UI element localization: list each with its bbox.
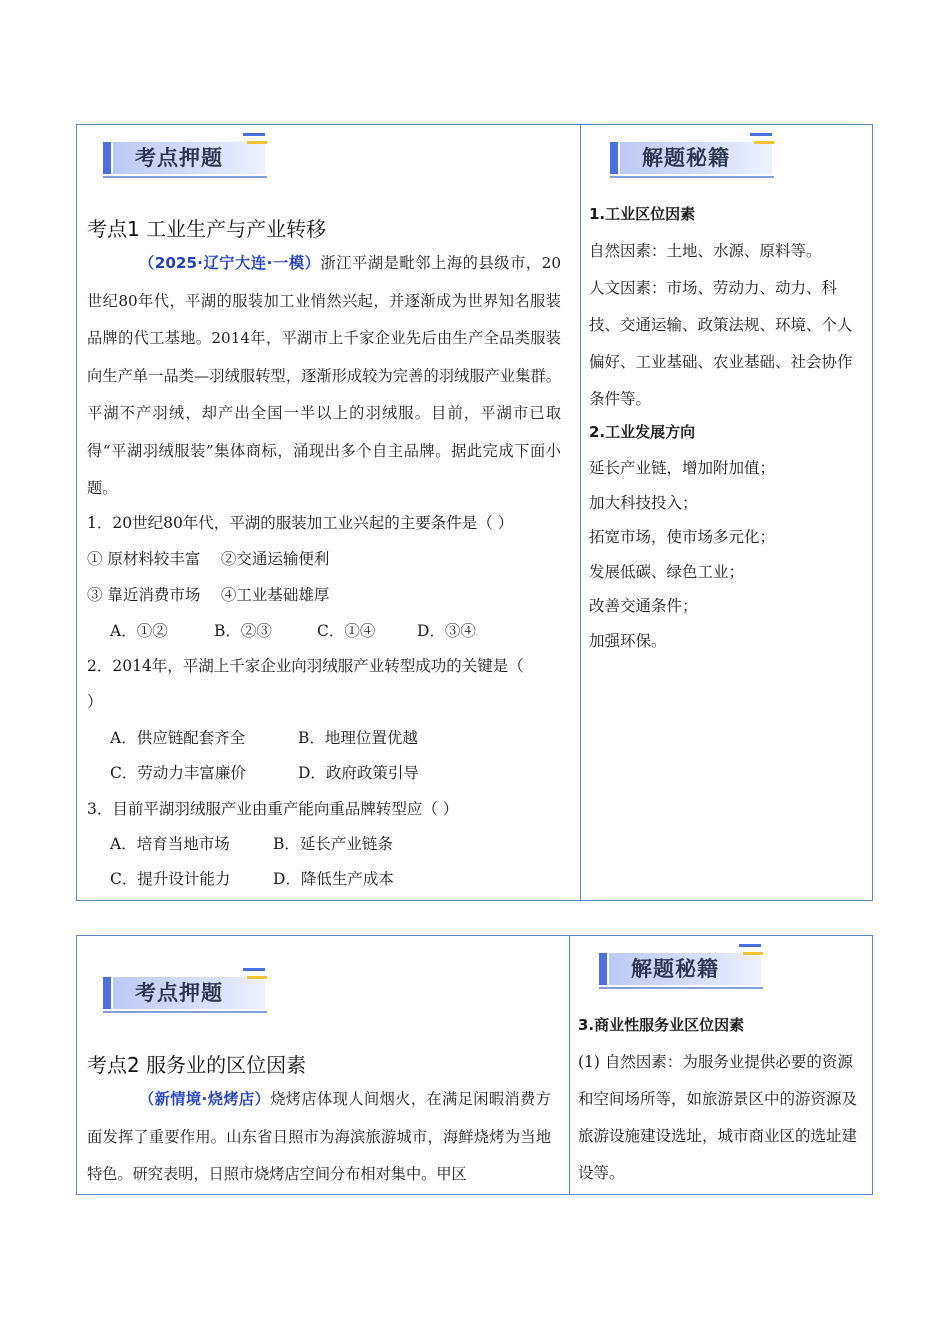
tips-heading-3: 3.商业性服务业区位因素 bbox=[578, 1016, 745, 1034]
human-factors: 人文因素：市场、劳动力、动力、科技、交通运输、政策法规、环境、个人偏好、工业基础、农业基础、社会协作条件等。 bbox=[589, 279, 853, 408]
question-1-choices-b: ③ 靠近消费市场 ④工业基础雄厚 bbox=[87, 586, 330, 604]
topic-title: 考点1 工业生产与产业转移 bbox=[87, 217, 327, 241]
option-a[interactable]: A．①② bbox=[110, 622, 168, 640]
question-3-options-row2 bbox=[110, 867, 394, 891]
natural-factors: 自然因素：土地、水源、原料等。 bbox=[589, 242, 822, 260]
question-1-stem: 1．20世纪80年代，平湖的服装加工业兴起的主要条件是（ ） bbox=[87, 514, 514, 532]
topic-title: 考点2 服务业的区位因素 bbox=[87, 1053, 307, 1077]
option-b[interactable]: B．延长产业链条 bbox=[273, 835, 393, 853]
direction-item: 发展低碳、绿色工业； bbox=[589, 562, 745, 581]
option-c[interactable]: C．提升设计能力 bbox=[110, 870, 231, 888]
solving-tips-badge: 解题秘籍 bbox=[599, 940, 769, 988]
tips-heading-2: 2.工业发展方向 bbox=[589, 423, 696, 441]
option-a[interactable]: A．培育当地市场 bbox=[110, 835, 230, 853]
question-2-options-row1 bbox=[110, 726, 418, 750]
source-tag: （2025·辽宁大连·一模） bbox=[139, 254, 321, 272]
tips-content bbox=[589, 196, 863, 658]
question-3-options-row1 bbox=[110, 832, 393, 856]
option-c[interactable]: C．①④ bbox=[317, 622, 376, 640]
passage: （2025·辽宁大连·一模）浙江平湖是毗邻上海的县级市，20世纪80年代，平湖的服装加工业悄然兴起，并逐渐成为世界知名服装品牌的代工基地。2014年，平湖市上千家企业先后由生产全品类服装向生产单一品类—羽绒服转型，逐渐形成较为完善的羽绒服产业集群。平湖不产羽绒，却产出全国一半以上的羽绒服。目前，平湖市已取得“平湖羽绒服装”集体商标，涌现出多个自主品牌。据此完成下面小题。 bbox=[87, 254, 561, 497]
direction-item: 加强环保。 bbox=[589, 631, 667, 650]
tips-content bbox=[578, 1007, 864, 1192]
option-b[interactable]: B．②③ bbox=[214, 622, 272, 640]
exam-column bbox=[77, 936, 569, 1194]
question-3-stem: 3．目前平湖羽绒服产业由重产能向重品牌转型应（ ） bbox=[87, 800, 459, 818]
column-divider bbox=[580, 125, 581, 900]
option-d[interactable]: D．降低生产成本 bbox=[273, 870, 394, 888]
question-1-options bbox=[110, 619, 476, 643]
source-tag: （新情境·烧烤店） bbox=[139, 1090, 271, 1108]
passage: （新情境·烧烤店）烧烤店体现人间烟火，在满足闲暇消费方面发挥了重要作用。山东省日照市为海滨旅游城市，海鲜烧烤为当地特色。研究表明，日照市烧烤店空间分布相对集中。甲区 bbox=[87, 1090, 551, 1183]
option-b[interactable]: B．地理位置优越 bbox=[298, 729, 418, 747]
option-c[interactable]: C．劳动力丰富廉价 bbox=[110, 764, 246, 782]
tips-column bbox=[582, 125, 872, 900]
direction-item: 拓宽市场，使市场多元化； bbox=[589, 528, 776, 546]
option-d[interactable]: D．③④ bbox=[417, 622, 476, 640]
question-2-stem-cont: ） bbox=[87, 693, 103, 711]
column-divider bbox=[569, 936, 570, 1194]
direction-item: 改善交通条件； bbox=[589, 597, 698, 615]
tips-heading-1: 1.工业区位因素 bbox=[589, 205, 696, 223]
direction-item: 延长产业链，增加附加值； bbox=[589, 459, 776, 477]
exam-column bbox=[77, 125, 580, 900]
service-natural-factors: (1) 自然因素：为服务业提供必要的资源和空间场所等，如旅游景区中的游资源及旅游设施建设选址，城市商业区的选址建设等。 bbox=[578, 1053, 858, 1182]
question-1-choices-a: ① 原材料较丰富 ②交通运输便利 bbox=[87, 550, 330, 568]
direction-item: 加大科技投入； bbox=[589, 493, 698, 512]
topic-2-box bbox=[76, 935, 873, 1195]
tips-column bbox=[571, 936, 872, 1194]
solving-tips-badge: 解题秘籍 bbox=[610, 129, 780, 177]
exam-points-badge: 考点押题 bbox=[103, 129, 273, 177]
topic-1-box bbox=[76, 124, 873, 901]
question-2-options-row2 bbox=[110, 761, 419, 785]
option-d[interactable]: D．政府政策引导 bbox=[298, 764, 419, 782]
question-2-stem: 2．2014年，平湖上千家企业向羽绒服产业转型成功的关键是（ bbox=[87, 657, 524, 675]
exam-points-badge: 考点押题 bbox=[103, 964, 273, 1012]
option-a[interactable]: A．供应链配套齐全 bbox=[110, 729, 246, 747]
